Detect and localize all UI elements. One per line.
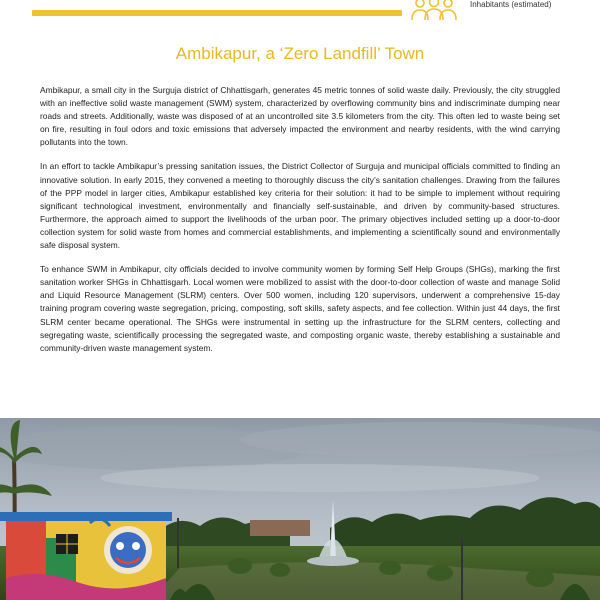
article-body	[40, 84, 560, 366]
people-icon	[406, 0, 462, 20]
page-title: Ambikapur, a ‘Zero Landfill’ Town	[175, 44, 425, 63]
paragraph: To enhance SWM in Ambikapur, city officials decided to involve community women by forming Self Help Groups (SHGs), marking the first sanitation worker SHGs in Chhattisgarh. Local women were mobilized to assist with the door-to-door collection of waste and manage Solid and Liquid Resource Management (SLRM) centers. Over 500 women, including 120 supervisors, underwent a comprehensive 15-day training program covering waste segregation, pricing, composting, soft skills, safety aspects, and fee collection. Within just 44 days, the first SLRM center became operational. The SHGs were instrumental in setting up the infrastructure for the SLRM centers, collecting and segregating waste, scientifically processing the segregated waste, and composting organic waste, thereby establishing a sustainable and community-driven waste management system.	[40, 264, 560, 353]
inhabitants-label: Inhabitants (estimated)	[470, 0, 552, 9]
header-accent-bar	[32, 10, 402, 16]
paragraph: Ambikapur, a small city in the Surguja district of Chhattisgarh, generates 45 metric tonnes of solid waste daily. Previously, the city struggled with an ineffective solid waste management (SWM) system, characterized by overflowing community bins and indiscriminate dumping near roads and streets. Additionally, waste was disposed of at an uncontrolled site 3.5 kilometers from the city. This often led to waste being set on fire, resulting in foul odors and toxic emissions that adversely impacted the environment and nearby residents, with the wind carrying pollutants into the town.	[40, 85, 560, 148]
park-photo	[0, 418, 600, 600]
paragraph: In an effort to tackle Ambikapur’s pressing sanitation issues, the District Collector of Surguja and municipal officials committed to finding an innovative solution. In early 2015, they convened a meeting to thoroughly discuss the city’s sanitation challenges. Drawing from the failures of the PPP model in larger cities, Ambikapur established key criteria for their solution: it had to be simple to implement without requiring significant technological investment, environmentally and financially self-sustainable, and driven by community-based structures. Furthermore, the approach aimed to support the livelihoods of the urban poor. The primary objectives included setting up a door-to-door collection system for solid waste from homes and commercial establishments, and implementing a scientifically sound and environmentally safe disposal system.	[40, 161, 560, 251]
